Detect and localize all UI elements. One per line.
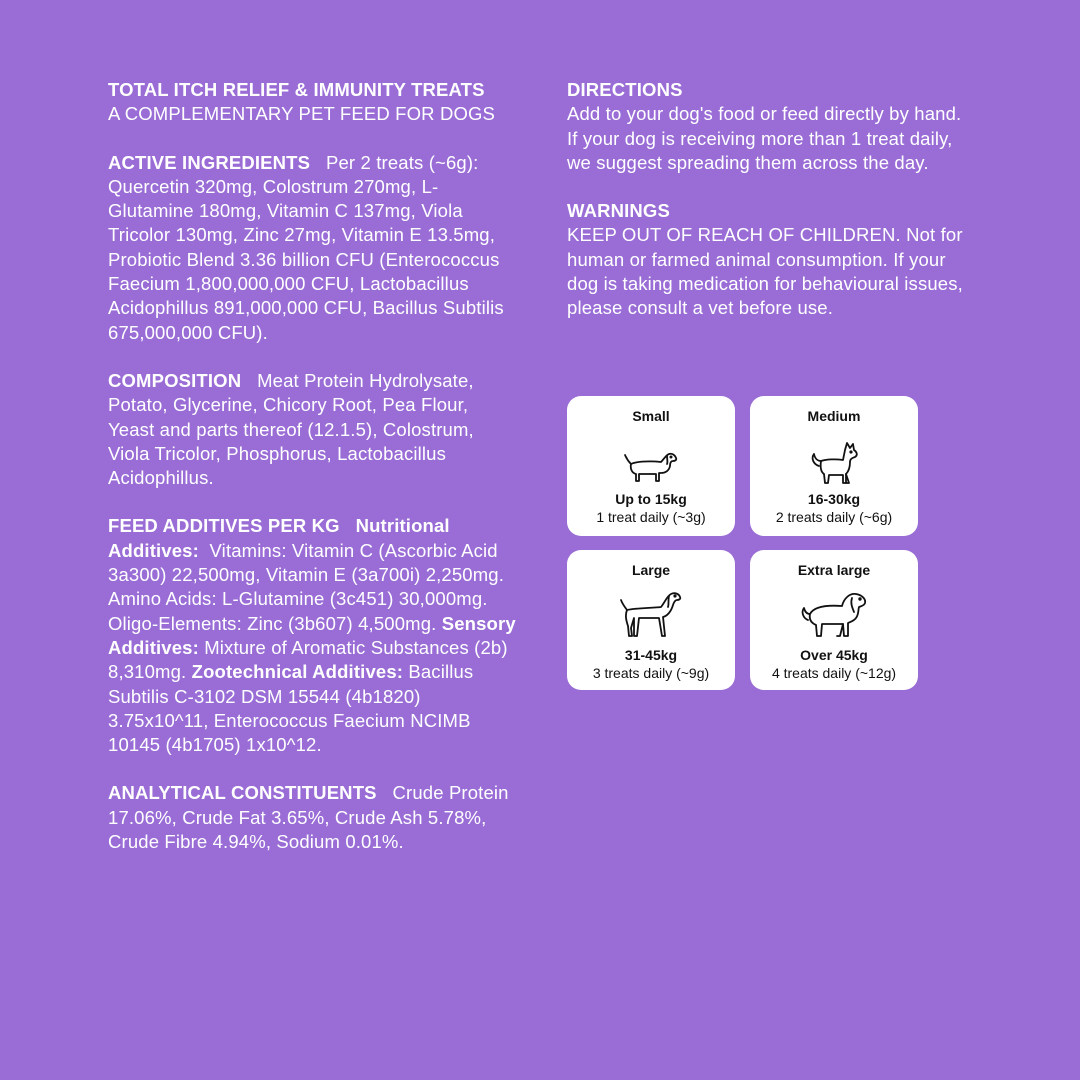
zootechnical-additives-text: Bacillus Subtilis C-3102 DSM 15544 (4b1820) 3.75x10^11, Enterococcus Faecium NCIMB 10145 (4b1705) 1x10^12. [108,661,474,756]
sensory-additives-text: Mixture of Aromatic Substances (2b) 8,310mg. [108,636,508,683]
dog-weight-range: Up to 15kg [615,491,687,507]
daily-dose: 4 treats daily (~12g) [771,665,897,681]
dog-weight-range: Over 45kg [800,647,868,663]
feed-additives [108,514,518,757]
warnings [567,199,977,320]
right-column [567,78,977,321]
dosage-card-extra-large [750,550,918,690]
husky-icon [750,436,918,486]
directions-text: Add to your dog's food or feed directly by hand. If your dog is receiving more than 1 treat daily, we suggest spreading them across the day. [567,103,962,173]
dosage-card-medium [750,396,918,536]
daily-dose: 3 treats daily (~9g) [592,665,710,681]
composition [108,369,518,490]
left-column [108,78,518,854]
dosage-card-large [567,550,735,690]
dog-size-label: Small [632,408,670,424]
dosage-card-small [567,396,735,536]
dog-size-label: Medium [807,408,861,424]
active-ingredients [108,151,518,345]
nutritional-additives-text: Vitamins: Vitamin C (Ascorbic Acid 3a300) 22,500mg, Vitamin E (3a700i) 2,250mg. Amino Acids: L-Glutamine (3c451) 30,000mg. Oligo-Elements: Zinc (3b607) 4,500mg. [108,539,505,634]
composition-text: Meat Protein Hydrolysate, Potato, Glycerine, Chicory Root, Pea Flour, Yeast and parts thereof (12.1.5), Colostrum, Viola Tricolor, Phosphorus, Lactobacillus Acidophillus. [108,369,474,489]
feed-additives-heading: FEED ADDITIVES PER KG [108,515,340,537]
dachshund-icon [567,436,735,486]
warnings-heading: WARNINGS [567,200,670,222]
product-title: TOTAL ITCH RELIEF & IMMUNITY TREATS [108,79,485,100]
analytical-constituents-text: Crude Protein 17.06%, Crude Fat 3.65%, Crude Ash 5.78%, Crude Fibre 4.94%, Sodium 0.01%. [108,782,509,853]
zootechnical-additives-label: Zootechnical Additives: [191,661,404,683]
nutritional-additives-label: Nutritional Additives: [108,515,450,561]
sensory-additives-label: Sensory Additives: [108,612,516,658]
daily-dose: 1 treat daily (~3g) [596,509,706,525]
pointer-dog-icon [567,590,735,640]
product-header [108,78,518,127]
dog-weight-range: 16-30kg [807,491,861,507]
dosage-grid [567,396,918,690]
directions-heading: DIRECTIONS [567,79,683,100]
product-subtitle: A COMPLEMENTARY PET FEED FOR DOGS [108,103,496,125]
active-ingredients-heading: ACTIVE INGREDIENTS [108,151,311,173]
analytical-constituents-heading: ANALYTICAL CONSTITUENTS [108,782,377,804]
dog-size-label: Large [631,562,671,578]
composition-heading: COMPOSITION [108,369,242,391]
warnings-text: KEEP OUT OF REACH OF CHILDREN. Not for human or farmed animal consumption. If your dog is taking medication for behavioural issues, please consult a vet before use. [567,224,963,319]
dog-size-label: Extra large [797,562,871,578]
directions [567,78,977,175]
dog-weight-range: 31-45kg [624,647,678,663]
analytical-constituents [108,781,518,854]
active-ingredients-text: Per 2 treats (~6g): Quercetin 320mg, Colostrum 270mg, L-Glutamine 180mg, Vitamin C 137mg, Viola Tricolor 130mg, Zinc 27mg, Vitamin E 13.5mg, Probiotic Blend 3.36 billion CFU (Enterococcus Faecium 1,800,000,000 CFU, Lactobacillus Acidophillus 891,000,000 CFU, Bacillus Subtilis 675,000,000 CFU). [108,151,504,343]
large-dog-icon [750,590,918,640]
daily-dose: 2 treats daily (~6g) [775,509,893,525]
